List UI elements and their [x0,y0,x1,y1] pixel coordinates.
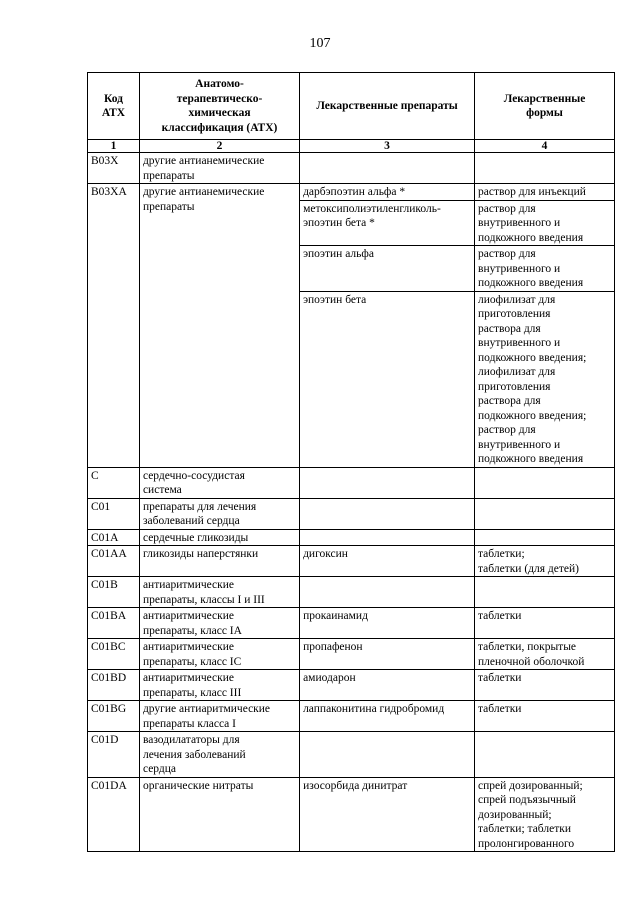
column-number-row [88,140,615,153]
table-header-row [88,73,615,140]
classification-cell: сердечно-сосудистая система [139,467,299,498]
column-number: 3 [300,140,475,153]
drug-cell: прокаинамид [300,608,475,639]
classification-cell: вазодилататоры для лечения заболеваний сердца [139,732,299,778]
atx-code-cell: C01BD [88,670,140,701]
dosage-form-cell [475,732,615,778]
drug-cell [300,498,475,529]
dosage-form-cell [475,467,615,498]
classification-cell: антиаритмические препараты, классы I и III [139,577,299,608]
atx-code-cell: C01AA [88,546,140,577]
column-number: 1 [88,140,140,153]
dosage-form-cell [475,498,615,529]
header-classification: Анатомо- терапевтическо- химическая классификация (АТХ) [139,73,299,140]
classification-cell: другие антианемические препараты [139,153,299,184]
table-row [88,546,615,577]
classification-cell: антиаритмические препараты, класс IA [139,608,299,639]
table-row [88,670,615,701]
dosage-form-cell: спрей дозированный; спрей подъязычный дозированный; таблетки; таблетки пролонгированного [475,777,615,852]
atx-code-cell: B03XA [88,184,140,468]
table-row [88,529,615,546]
atx-code-cell: C [88,467,140,498]
drug-cell [300,732,475,778]
header-forms: Лекарственные формы [475,73,615,140]
classification-cell: органические нитраты [139,777,299,852]
dosage-form-cell: раствор для внутривенного и подкожного введения [475,246,615,292]
atx-code-cell: C01BC [88,639,140,670]
drug-cell: эпоэтин бета [300,291,475,467]
atx-code-cell: C01BA [88,608,140,639]
atx-code-cell: C01B [88,577,140,608]
drug-cell: метоксиполиэтиленгликоль- эпоэтин бета * [300,200,475,246]
drug-cell: лаппаконитина гидробромид [300,701,475,732]
drug-cell: пропафенон [300,639,475,670]
classification-cell: другие антианемические препараты [139,184,299,468]
classification-cell: другие антиаритмические препараты класса I [139,701,299,732]
atx-code-cell: C01D [88,732,140,778]
classification-cell: препараты для лечения заболеваний сердца [139,498,299,529]
dosage-form-cell: таблетки; таблетки (для детей) [475,546,615,577]
atx-code-cell: C01DA [88,777,140,852]
classification-cell: сердечные гликозиды [139,529,299,546]
drug-cell [300,467,475,498]
drug-cell: амиодарон [300,670,475,701]
dosage-form-cell: лиофилизат для приготовления раствора для внутривенного и подкожного введения; лиофилизат для приготовления раствора для подкожного введения; раствор для внутривенного и подкожного введения [475,291,615,467]
classification-cell: антиаритмические препараты, класс IC [139,639,299,670]
header-code: Код АТХ [88,73,140,140]
classification-cell: антиаритмические препараты, класс III [139,670,299,701]
table-row [88,777,615,852]
dosage-form-cell: раствор для внутривенного и подкожного введения [475,200,615,246]
dosage-form-cell: таблетки [475,608,615,639]
header-drugs: Лекарственные препараты [300,73,475,140]
dosage-form-cell [475,577,615,608]
drug-cell [300,153,475,184]
drug-cell [300,577,475,608]
atx-drug-table [87,72,615,852]
classification-cell: гликозиды наперстянки [139,546,299,577]
table-row [88,701,615,732]
table-row [88,498,615,529]
dosage-form-cell: раствор для инъекций [475,184,615,201]
drug-cell: дарбэпоэтин альфа * [300,184,475,201]
table-row [88,184,615,201]
table-row [88,608,615,639]
table-row [88,577,615,608]
drug-cell: изосорбида динитрат [300,777,475,852]
dosage-form-cell: таблетки [475,701,615,732]
atx-code-cell: C01A [88,529,140,546]
table-body [88,153,615,852]
dosage-form-cell [475,529,615,546]
drug-cell: эпоэтин альфа [300,246,475,292]
atx-code-cell: C01BG [88,701,140,732]
column-number: 2 [139,140,299,153]
table-row [88,467,615,498]
dosage-form-cell [475,153,615,184]
page-number: 107 [309,36,331,51]
table-row [88,639,615,670]
column-number: 4 [475,140,615,153]
dosage-form-cell: таблетки, покрытые пленочной оболочкой [475,639,615,670]
atx-code-cell: B03X [88,153,140,184]
dosage-form-cell: таблетки [475,670,615,701]
atx-code-cell: C01 [88,498,140,529]
drug-cell: дигоксин [300,546,475,577]
table-row [88,732,615,778]
table-row [88,153,615,184]
drug-cell [300,529,475,546]
